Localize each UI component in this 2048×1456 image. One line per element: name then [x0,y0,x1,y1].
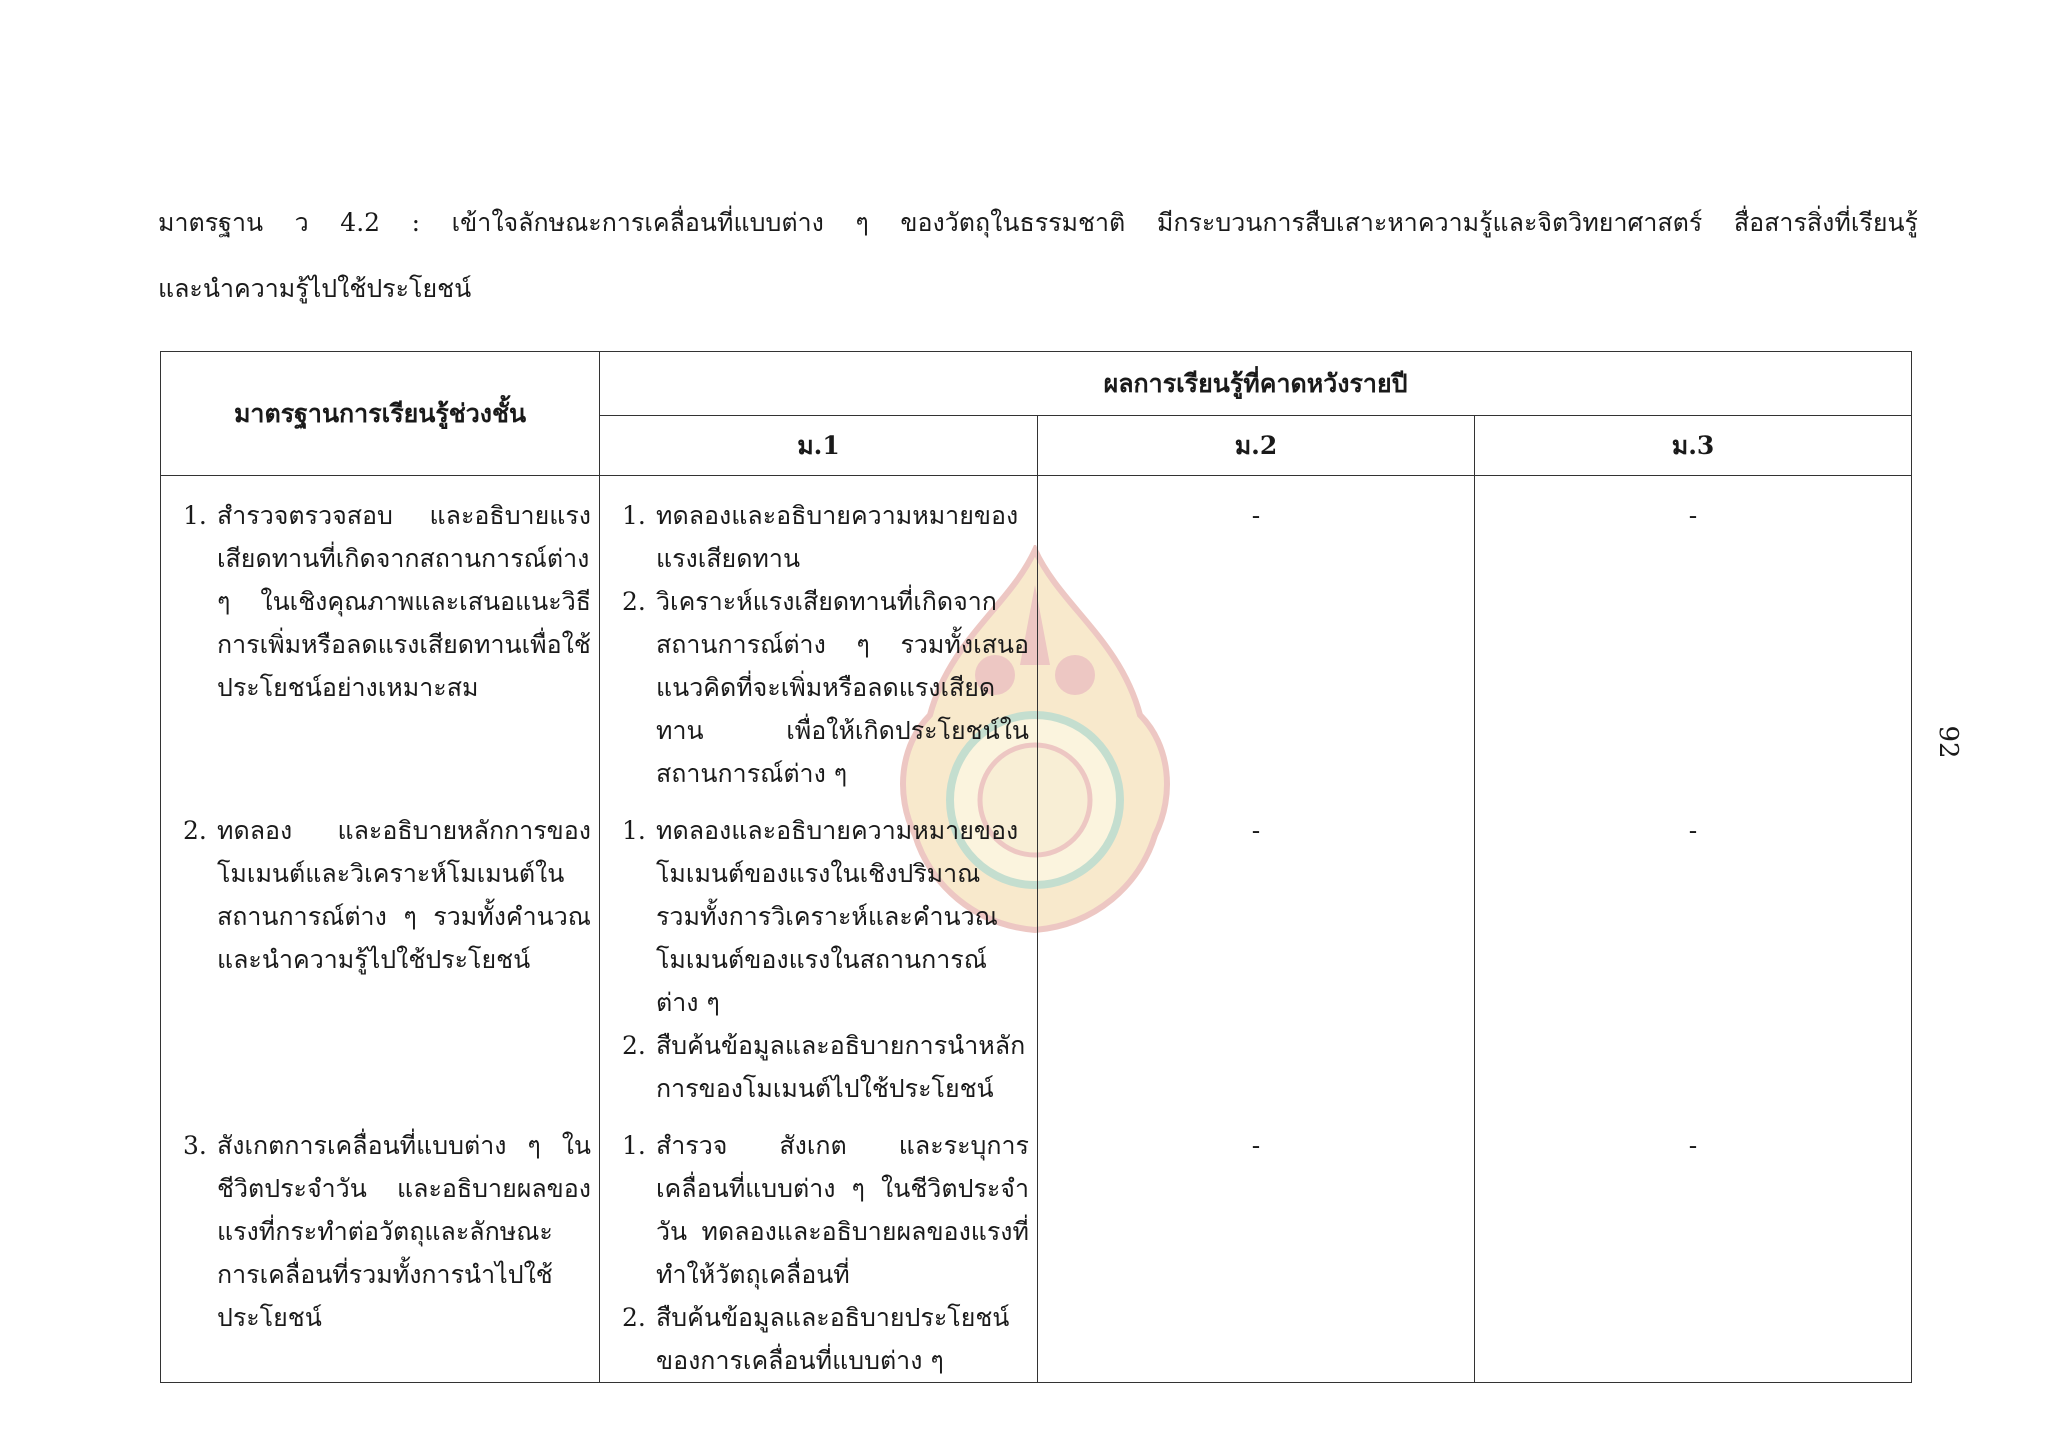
list-item: 1. ทดลองและอธิบายความหมายของแรงเสียดทาน [622,501,1019,573]
cell-value: - [1688,816,1698,845]
header-grade-m1: ม.1 [600,416,1038,476]
header-grade-m2: ม.2 [1038,416,1475,476]
cell-value: - [1688,1131,1698,1160]
cell-value: - [1688,501,1698,530]
list-item: 2. สืบค้นข้อมูลและอธิบายการนำหลักการของโมเมนต์ไปใช้ประโยชน์ [622,1031,1026,1103]
cell-value: - [1251,816,1261,845]
learning-outcomes-table [160,351,1912,1383]
header-expected-outcomes: ผลการเรียนรู้ที่คาดหวังรายปี [600,352,1912,416]
cell-value: - [1251,501,1261,530]
standard-line-1: มาตรฐาน ว 4.2 : เข้าใจลักษณะการเคลื่อนที่แบบต่าง ๆ ของวัตถุในธรรมชาติ มีกระบวนการสืบเสาะหาความรู้และจิตวิทยาศาสตร์ สื่อสารสิ่งที่เรียนรู้ [158,208,1918,237]
list-item: 1. สำรวจตรวจสอบ และอธิบายแรงเสียดทานที่เกิดจากสถานการณ์ต่าง ๆ ในเชิงคุณภาพและเสนอแนะวิธีการเพิ่มหรือลดแรงเสียดทานเพื่อใช้ประโยชน์อย่างเหมาะสม [183,501,591,702]
list-item: 2. สืบค้นข้อมูลและอธิบายประโยชน์ของการเคลื่อนที่แบบต่าง ๆ [622,1303,1010,1375]
grade-m1-column [600,476,1038,1383]
list-item: 1. สำรวจ สังเกต และระบุการเคลื่อนที่แบบต่าง ๆ ในชีวิตประจำวัน ทดลองและอธิบายผลของแรงที่ทำให้วัตถุเคลื่อนที่ [622,1131,1029,1289]
standard-line-2: และนำความรู้ไปใช้ประโยชน์ [158,274,472,303]
grade-m2-column [1038,476,1475,1383]
list-item: 3. สังเกตการเคลื่อนที่แบบต่าง ๆ ในชีวิตประจำวัน และอธิบายผลของแรงที่กระทำต่อวัตถุและลักษณะการเคลื่อนที่รวมทั้งการนำไปใช้ประโยชน์ [183,1131,591,1332]
list-item: 1. ทดลองและอธิบายความหมายของโมเมนต์ของแรงในเชิงปริมาณ รวมทั้งการวิเคราะห์และคำนวณโมเมนต์ของแรงในสถานการณ์ต่าง ๆ [622,816,1019,1017]
standard-statement [158,190,1918,322]
standards-column [161,476,600,1383]
cell-value: - [1251,1131,1261,1160]
list-item: 2. ทดลอง และอธิบายหลักการของโมเมนต์และวิเคราะห์โมเมนต์ในสถานการณ์ต่าง ๆ รวมทั้งคำนวณและนำความรู้ไปใช้ประโยชน์ [183,816,591,974]
grade-m3-column [1475,476,1912,1383]
page-number: 92 [1933,725,1963,759]
list-item: 2. วิเคราะห์แรงเสียดทานที่เกิดจากสถานการณ์ต่าง ๆ รวมทั้งเสนอแนวคิดที่จะเพิ่มหรือลดแรงเสียดทาน เพื่อให้เกิดประโยชน์ในสถานการณ์ต่าง ๆ [622,587,1029,788]
header-grade-m3: ม.3 [1475,416,1912,476]
header-standards: มาตรฐานการเรียนรู้ช่วงชั้น [161,352,600,476]
